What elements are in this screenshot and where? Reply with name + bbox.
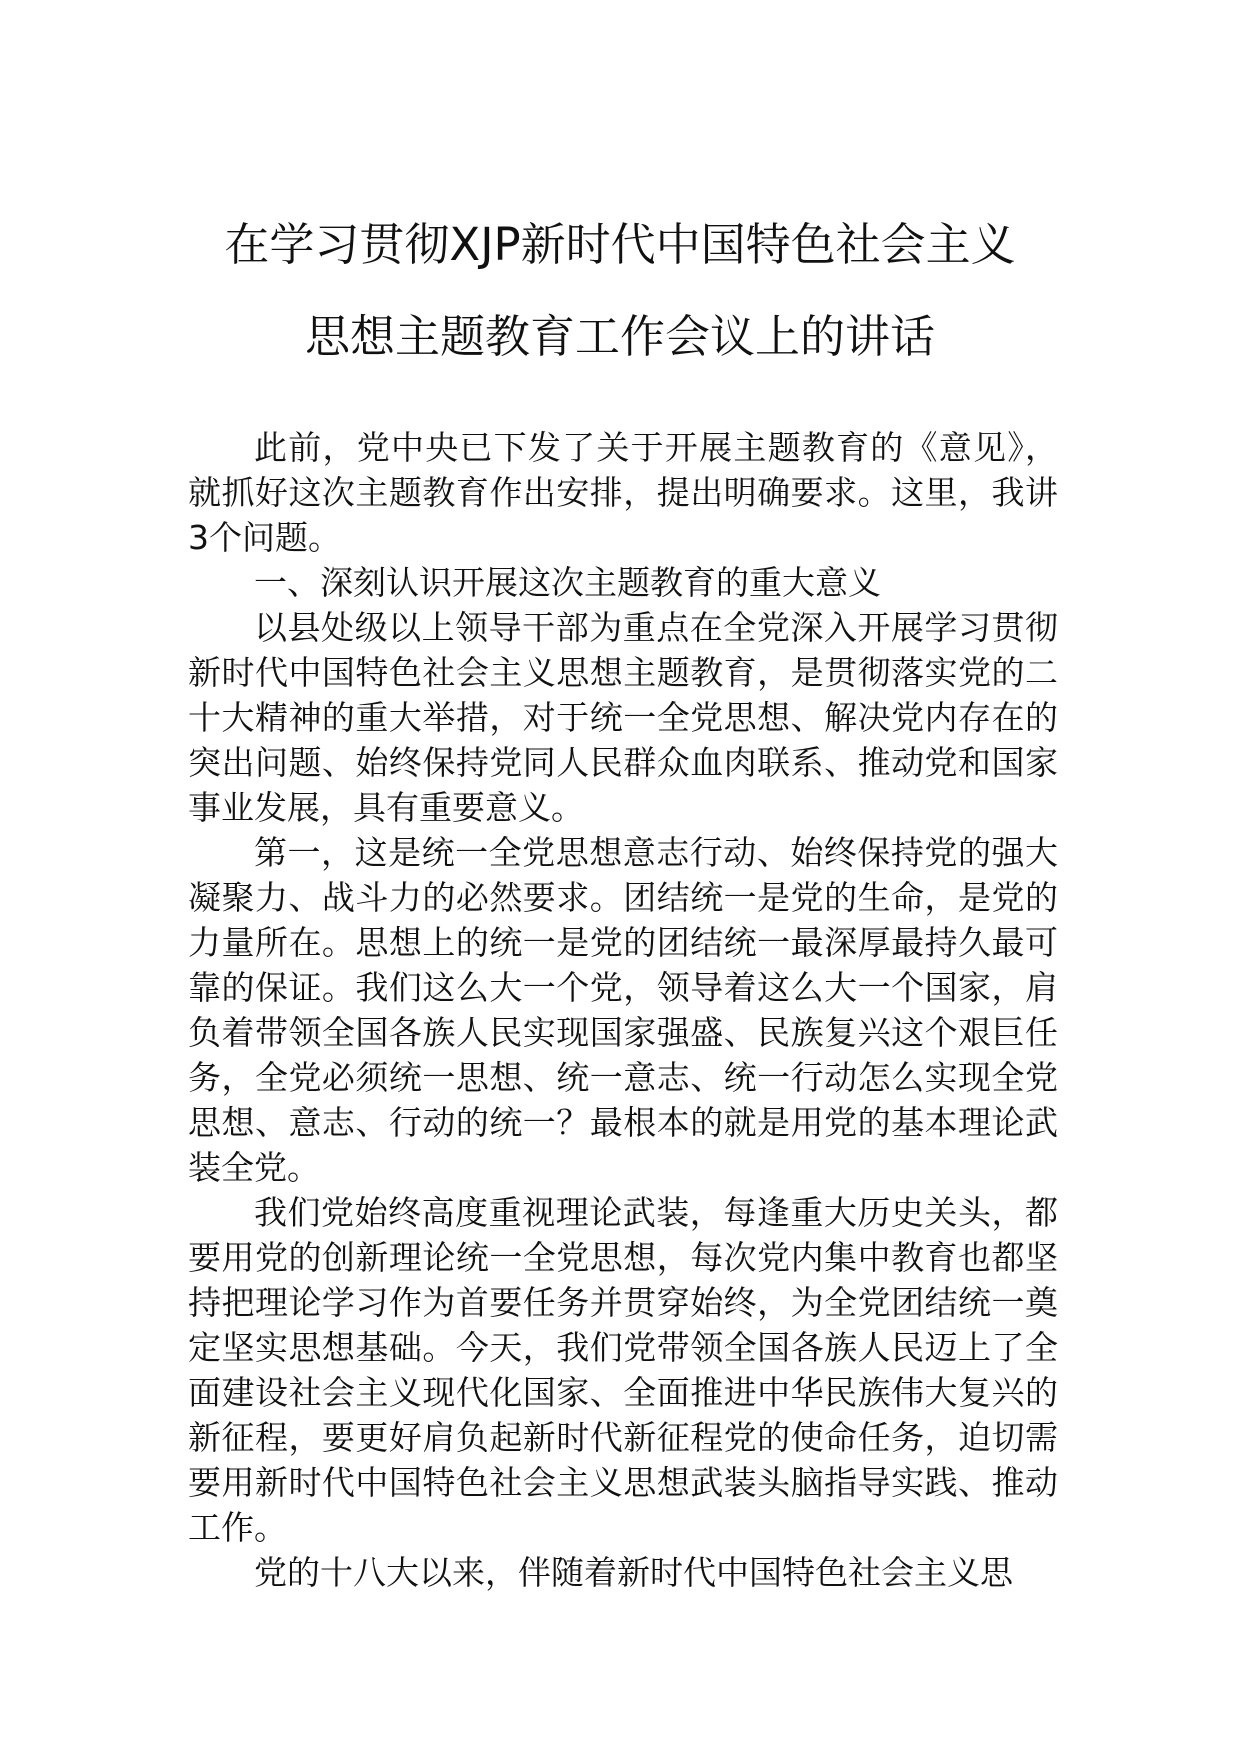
paragraph-since-18th-congress: 党的十八大以来，伴随着新时代中国特色社会主义思 [254,1553,1013,1592]
paragraph-theory-armament: 我们党始终高度重视理论武装，每逢重大历史关头，都要用党的创新理论统一全党思想，每次党内集中教育也都坚持把理论学习作为首要任务并贯穿始终，为全党团结统一奠定坚实思想基础。今天，我们党带领全国各族人民迈上了全面建设社会主义现代化国家、全面推进中华民族伟大复兴的新征程，要更好肩负起新时代新征程党的使命任务，迫切需要用新时代中国特色社会主义思想武装头脑指导实践、推动工作。 [188,1193,1058,1547]
document-title-line-2: 思想主题教育工作会议上的讲话 [304,310,935,363]
section-heading-1: 一、深刻认识开展这次主题教育的重大意义 [254,563,881,602]
document-title-line-1: 在学习贯彻XJP新时代中国特色社会主义 [224,218,1016,271]
paragraph-first-point: 第一，这是统一全党思想意志行动、始终保持党的强大凝聚力、战斗力的必然要求。团结统一是党的生命，是党的力量所在。思想上的统一是党的团结统一最深厚最持久最可靠的保证。我们这么大一个党，领导着这么大一个国家，肩负着带领全国各族人民实现国家强盛、民族复兴这个艰巨任务，全党必须统一思想、统一意志、统一行动怎么实现全党思想、意志、行动的统一？最根本的就是用党的基本理论武装全党。 [188,833,1058,1187]
document-body [188,425,1058,1595]
paragraph-intro: 此前，党中央已下发了关于开展主题教育的《意见》，就抓好这次主题教育作出安排，提出明确要求。这里，我讲3个问题。 [188,428,1058,557]
paragraph-significance: 以县处级以上领导干部为重点在全党深入开展学习贯彻新时代中国特色社会主义思想主题教育，是贯彻落实党的二十大精神的重大举措，对于统一全党思想、解决党内存在的突出问题、始终保持党同人民群众血肉联系、推动党和国家事业发展，具有重要意义。 [188,608,1058,827]
